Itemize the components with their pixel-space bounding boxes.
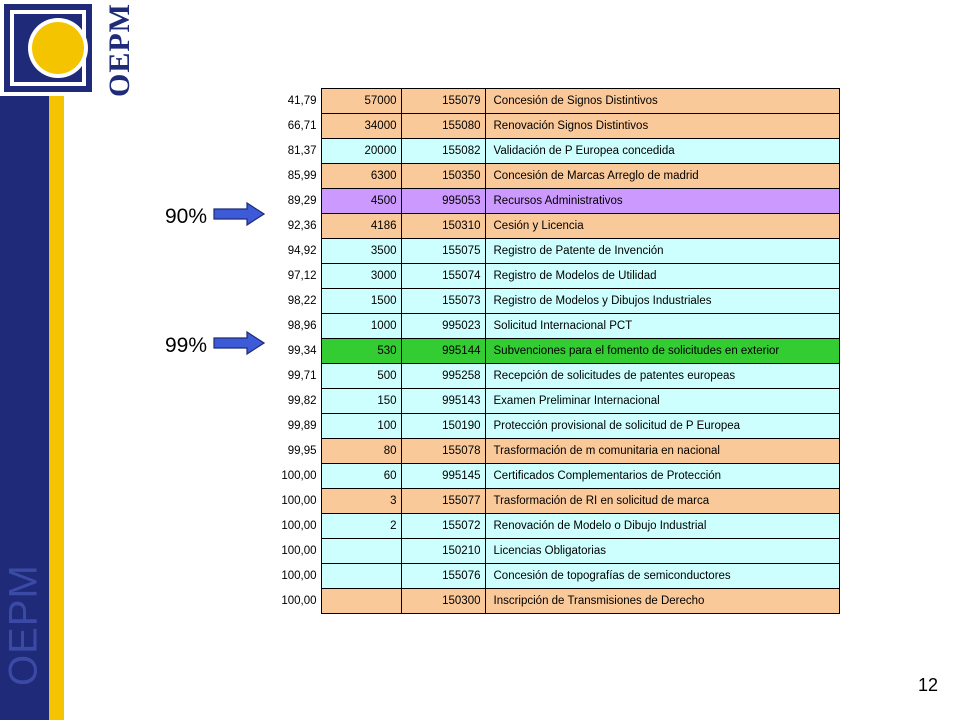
table-row — [268, 464, 839, 489]
code-cell: 155077 — [401, 489, 485, 514]
description-cell: Solicitud Internacional PCT — [485, 314, 839, 339]
table-row — [268, 389, 839, 414]
quantity-cell: 57000 — [321, 89, 401, 114]
description-cell: Registro de Patente de Invención — [485, 239, 839, 264]
marker-label: 90% — [165, 204, 208, 228]
code-cell: 155079 — [401, 89, 485, 114]
quantity-cell: 150 — [321, 389, 401, 414]
code-cell: 995053 — [401, 189, 485, 214]
logo-wordmark: OEPM — [103, 3, 136, 97]
table-row — [268, 314, 839, 339]
pct-cell: 98,22 — [287, 295, 317, 307]
quantity-cell: 34000 — [321, 114, 401, 139]
quantity-cell: 4186 — [321, 214, 401, 239]
description-cell: Cesión y Licencia — [485, 214, 839, 239]
quantity-cell: 500 — [321, 364, 401, 389]
quantity-cell — [321, 539, 401, 564]
table-row — [268, 539, 839, 564]
marker-99 — [165, 330, 265, 361]
quantity-cell: 20000 — [321, 139, 401, 164]
pct-cell: 98,96 — [287, 320, 317, 332]
side-band-yellow — [49, 96, 64, 720]
pct-cell: 100,00 — [281, 520, 317, 532]
pct-cell: 92,36 — [287, 220, 317, 232]
code-cell: 155082 — [401, 139, 485, 164]
table-row — [268, 239, 839, 264]
pct-cell: 66,71 — [287, 120, 317, 132]
code-cell: 995258 — [401, 364, 485, 389]
quantity-cell: 3500 — [321, 239, 401, 264]
code-cell: 995145 — [401, 464, 485, 489]
description-cell: Concesión de Signos Distintivos — [485, 89, 839, 114]
code-cell: 995144 — [401, 339, 485, 364]
code-cell: 150210 — [401, 539, 485, 564]
table-row — [268, 164, 839, 189]
quantity-cell: 6300 — [321, 164, 401, 189]
table-row — [268, 139, 839, 164]
table-row — [268, 439, 839, 464]
pct-cell: 81,37 — [287, 145, 317, 157]
code-cell: 995023 — [401, 314, 485, 339]
table-row — [268, 414, 839, 439]
quantity-cell: 530 — [321, 339, 401, 364]
procedures-table — [268, 88, 840, 614]
description-cell: Recepción de solicitudes de patentes europeas — [485, 364, 839, 389]
table-row — [268, 289, 839, 314]
arrow-right-icon — [213, 201, 265, 232]
code-cell: 150190 — [401, 414, 485, 439]
code-cell: 155072 — [401, 514, 485, 539]
table-row — [268, 589, 839, 614]
description-cell: Registro de Modelos de Utilidad — [485, 264, 839, 289]
quantity-cell: 1000 — [321, 314, 401, 339]
oepm-logo-icon — [0, 0, 96, 96]
side-brand-text: OEPM — [1, 564, 46, 686]
quantity-cell: 100 — [321, 414, 401, 439]
table-row — [268, 89, 839, 114]
description-cell: Recursos Administrativos — [485, 189, 839, 214]
pct-cell: 41,79 — [287, 95, 317, 107]
pct-cell: 94,92 — [287, 245, 317, 257]
code-cell: 155080 — [401, 114, 485, 139]
page-number: 12 — [917, 675, 938, 695]
description-cell: Renovación de Modelo o Dibujo Industrial — [485, 514, 839, 539]
table-row — [268, 339, 839, 364]
pct-cell: 99,95 — [287, 445, 317, 457]
pct-cell: 85,99 — [287, 170, 317, 182]
arrow-right-icon — [213, 330, 265, 361]
description-cell: Licencias Obligatorias — [485, 539, 839, 564]
code-cell: 995143 — [401, 389, 485, 414]
description-cell: Subvenciones para el fomento de solicitudes en exterior — [485, 339, 839, 364]
table-row — [268, 514, 839, 539]
description-cell: Trasformación de RI en solicitud de marca — [485, 489, 839, 514]
code-cell: 155073 — [401, 289, 485, 314]
table-row — [268, 364, 839, 389]
description-cell: Certificados Complementarios de Protección — [485, 464, 839, 489]
quantity-cell: 2 — [321, 514, 401, 539]
quantity-cell — [321, 564, 401, 589]
quantity-cell — [321, 589, 401, 614]
table-row — [268, 564, 839, 589]
pct-cell: 100,00 — [281, 470, 317, 482]
description-cell: Inscripción de Transmisiones de Derecho — [485, 589, 839, 614]
code-cell: 150300 — [401, 589, 485, 614]
pct-cell: 100,00 — [281, 545, 317, 557]
pct-cell: 89,29 — [287, 195, 317, 207]
pct-cell: 99,71 — [287, 370, 317, 382]
quantity-cell: 3 — [321, 489, 401, 514]
code-cell: 155078 — [401, 439, 485, 464]
pct-cell: 100,00 — [281, 595, 317, 607]
table-row — [268, 489, 839, 514]
description-cell: Concesión de topografías de semiconductores — [485, 564, 839, 589]
code-cell: 155074 — [401, 264, 485, 289]
quantity-cell: 80 — [321, 439, 401, 464]
quantity-cell: 3000 — [321, 264, 401, 289]
description-cell: Examen Preliminar Internacional — [485, 389, 839, 414]
marker-90 — [165, 201, 265, 232]
description-cell: Concesión de Marcas Arreglo de madrid — [485, 164, 839, 189]
description-cell: Renovación Signos Distintivos — [485, 114, 839, 139]
code-cell: 150310 — [401, 214, 485, 239]
table-row — [268, 114, 839, 139]
marker-label: 99% — [165, 333, 208, 357]
pct-cell: 99,34 — [287, 345, 317, 357]
description-cell: Validación de P Europea concedida — [485, 139, 839, 164]
pct-cell: 97,12 — [287, 270, 317, 282]
pct-cell: 100,00 — [281, 495, 317, 507]
pct-cell: 100,00 — [281, 570, 317, 582]
pct-cell: 99,89 — [287, 420, 317, 432]
description-cell: Registro de Modelos y Dibujos Industriales — [485, 289, 839, 314]
code-cell: 150350 — [401, 164, 485, 189]
quantity-cell: 60 — [321, 464, 401, 489]
table-row — [268, 264, 839, 289]
table-row — [268, 189, 839, 214]
pct-cell: 99,82 — [287, 395, 317, 407]
quantity-cell: 1500 — [321, 289, 401, 314]
table-row — [268, 214, 839, 239]
description-cell: Trasformación de m comunitaria en nacional — [485, 439, 839, 464]
quantity-cell: 4500 — [321, 189, 401, 214]
description-cell: Protección provisional de solicitud de P Europea — [485, 414, 839, 439]
code-cell: 155076 — [401, 564, 485, 589]
code-cell: 155075 — [401, 239, 485, 264]
